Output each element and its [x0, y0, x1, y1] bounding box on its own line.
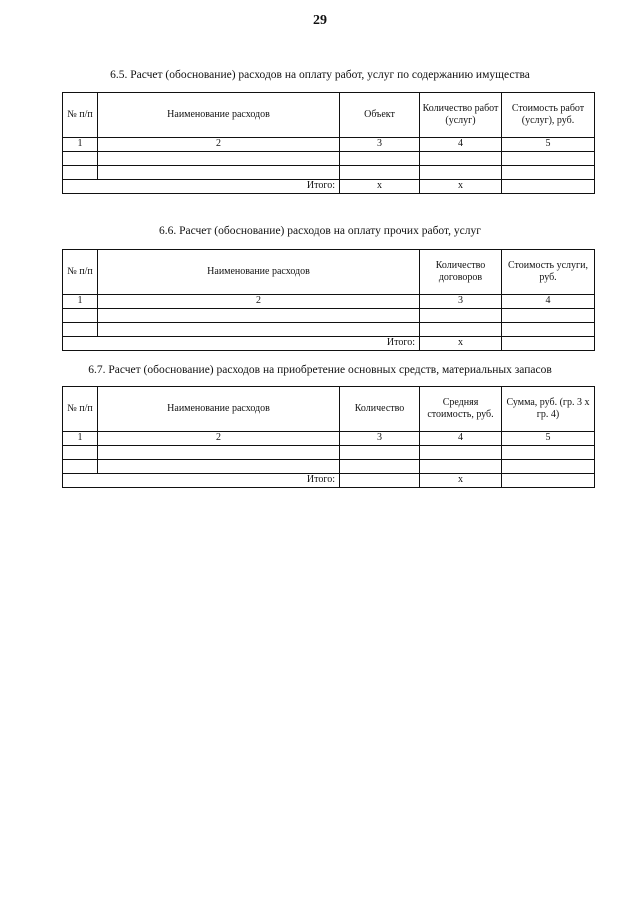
column-number: 5 — [502, 432, 595, 446]
column-number: 2 — [98, 138, 340, 152]
table-row — [63, 322, 595, 336]
section-6-7-title: 6.7. Расчет (обоснование) расходов на приобретение основных средств, материальных запасов — [88, 364, 552, 376]
table-row — [63, 445, 595, 459]
column-number-row — [63, 432, 595, 446]
column-number: 2 — [98, 432, 340, 446]
table-header-row — [63, 93, 595, 138]
table-row — [63, 459, 595, 473]
table-row — [63, 151, 595, 165]
total-cell: x — [420, 473, 502, 487]
page-number: 29 — [313, 13, 327, 28]
total-label: Итого: — [63, 336, 420, 350]
table-row — [63, 308, 595, 322]
column-number: 5 — [502, 138, 595, 152]
header-cell: Наименование расходов — [98, 93, 340, 138]
total-cell — [340, 473, 420, 487]
header-cell: Объект — [340, 93, 420, 138]
header-cell: Наименование расходов — [98, 250, 420, 295]
column-number: 1 — [63, 295, 98, 309]
header-cell: Наименование расходов — [98, 387, 340, 432]
column-number-row — [63, 295, 595, 309]
total-cell: x — [420, 336, 502, 350]
total-row — [63, 179, 595, 193]
table-header-row — [63, 387, 595, 432]
column-number-row — [63, 138, 595, 152]
section-6-6-title: 6.6. Расчет (обоснование) расходов на оплату прочих работ, услуг — [159, 225, 481, 237]
table-header-row — [63, 250, 595, 295]
table-6-6 — [62, 249, 595, 351]
column-number: 3 — [340, 432, 420, 446]
header-cell: № п/п — [63, 93, 98, 138]
header-cell: Количество договоров — [420, 250, 502, 295]
header-cell: № п/п — [63, 250, 98, 295]
column-number: 3 — [420, 295, 502, 309]
table-row — [63, 165, 595, 179]
header-cell: № п/п — [63, 387, 98, 432]
table-6-7 — [62, 386, 595, 488]
header-cell: Сумма, руб. (гр. 3 x гр. 4) — [502, 387, 595, 432]
header-cell: Количество работ (услуг) — [420, 93, 502, 138]
section-6-5-title: 6.5. Расчет (обоснование) расходов на оплату работ, услуг по содержанию имущества — [110, 69, 530, 81]
column-number: 1 — [63, 432, 98, 446]
header-cell: Стоимость работ (услуг), руб. — [502, 93, 595, 138]
header-cell: Средняя стоимость, руб. — [420, 387, 502, 432]
total-cell: x — [340, 179, 420, 193]
column-number: 4 — [420, 138, 502, 152]
total-cell — [502, 179, 595, 193]
header-cell: Количество — [340, 387, 420, 432]
column-number: 3 — [340, 138, 420, 152]
total-cell — [502, 473, 595, 487]
column-number: 4 — [502, 295, 595, 309]
total-label: Итого: — [63, 179, 340, 193]
column-number: 2 — [98, 295, 420, 309]
total-cell: x — [420, 179, 502, 193]
header-cell: Стоимость услуги, руб. — [502, 250, 595, 295]
total-row — [63, 473, 595, 487]
column-number: 4 — [420, 432, 502, 446]
total-row — [63, 336, 595, 350]
total-cell — [502, 336, 595, 350]
table-6-5 — [62, 92, 595, 194]
column-number: 1 — [63, 138, 98, 152]
total-label: Итого: — [63, 473, 340, 487]
